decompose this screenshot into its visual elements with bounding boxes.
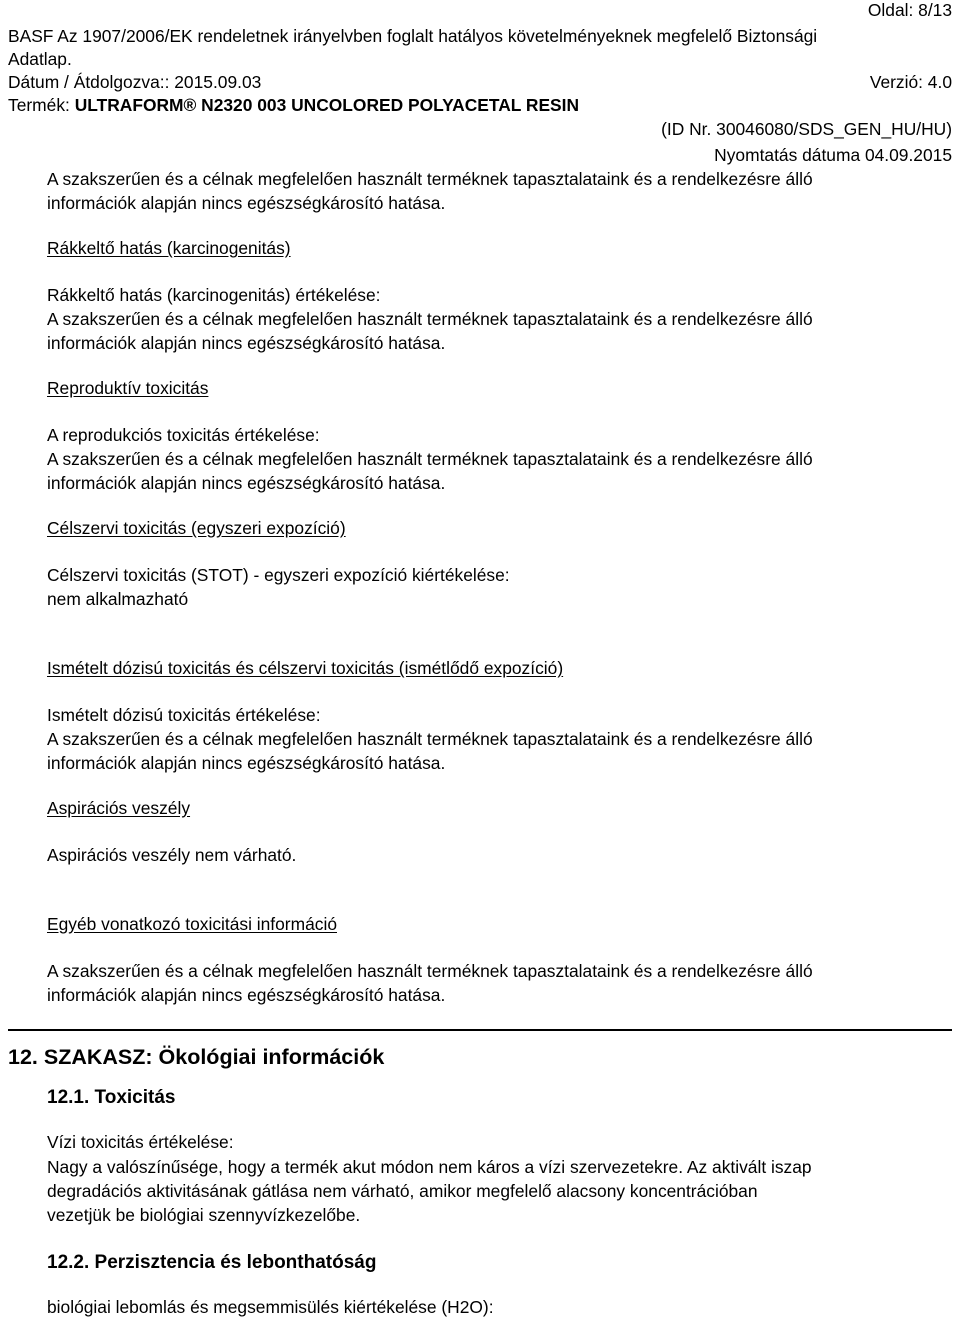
aquatic-toxicity-label: Vízi toxicitás értékelése: xyxy=(47,1132,234,1152)
print-date: Nyomtatás dátuma 04.09.2015 xyxy=(714,145,952,165)
revision-date: Dátum / Átdolgozva:: 2015.09.03 xyxy=(8,72,262,92)
product-prefix: Termék: xyxy=(8,95,75,115)
subsection-12-1-title: 12.1. Toxicitás xyxy=(47,1087,176,1108)
other-tox-text: A szakszerűen és a célnak megfelelően használt terméknek tapasztalataink és a rendelkezésre álló xyxy=(47,961,813,981)
document-title: BASF Az 1907/2006/EK rendeletnek irányelvben foglalt hatályos követelményeknek megfelelő Biztonsági xyxy=(8,26,818,46)
reproductive-label: A reprodukciós toxicitás értékelése: xyxy=(47,425,320,445)
stot-single-label: Célszervi toxicitás (STOT) - egyszeri expozíció kiértékelése: xyxy=(47,565,510,585)
repeated-dose-label: Ismételt dózisú toxicitás értékelése: xyxy=(47,705,321,725)
carcinogenicity-text: A szakszerűen és a célnak megfelelően használt terméknek tapasztalataink és a rendelkezésre álló xyxy=(47,309,813,329)
product-name: ULTRAFORM® N2320 003 UNCOLORED POLYACETAL RESIN xyxy=(74,95,580,115)
reproductive-text-cont: információk alapján nincs egészségkárosító hatása. xyxy=(47,473,446,493)
repeated-dose-text-cont: információk alapján nincs egészségkárosító hatása. xyxy=(47,753,446,773)
aspiration-heading: Aspirációs veszély xyxy=(47,798,191,818)
stot-single-value: nem alkalmazható xyxy=(47,589,189,609)
aspiration-value: Aspirációs veszély nem várható. xyxy=(47,845,297,865)
document-title-cont: Adatlap. xyxy=(8,49,72,69)
carcinogenicity-text-cont: információk alapján nincs egészségkárosító hatása. xyxy=(47,333,446,353)
reproductive-heading: Reproduktív toxicitás xyxy=(47,378,209,398)
repeated-dose-text: A szakszerűen és a célnak megfelelően használt terméknek tapasztalataink és a rendelkezésre álló xyxy=(47,729,813,749)
aquatic-toxicity-text-2: degradációs aktivitásának gátlása nem várható, amikor megfelelő alacsony koncentrációban xyxy=(47,1181,758,1201)
version: Verzió: 4.0 xyxy=(869,72,952,92)
other-tox-text-cont: információk alapján nincs egészségkárosító hatása. xyxy=(47,985,446,1005)
intro-text: A szakszerűen és a célnak megfelelően használt terméknek tapasztalataink és a rendelkezésre álló xyxy=(47,169,813,189)
stot-single-heading: Célszervi toxicitás (egyszeri expozíció) xyxy=(47,518,346,538)
aquatic-toxicity-text-3: vezetjük be biológiai szennyvízkezelőbe. xyxy=(47,1205,361,1225)
subsection-12-2-title: 12.2. Perzisztencia és lebonthatóság xyxy=(47,1252,377,1273)
section-12-title: 12. SZAKASZ: Ökológiai információk xyxy=(8,1045,385,1069)
product-line xyxy=(8,97,579,114)
id-number: (ID Nr. 30046080/SDS_GEN_HU/HU) xyxy=(661,119,952,139)
intro-text-cont: információk alapján nincs egészségkárosító hatása. xyxy=(47,193,446,213)
carcinogenicity-label: Rákkeltő hatás (karcinogenitás) értékelése: xyxy=(47,285,381,305)
biodegradation-label: biológiai lebomlás és megsemmisülés kiértékelése (H2O): xyxy=(47,1297,494,1317)
reproductive-text: A szakszerűen és a célnak megfelelően használt terméknek tapasztalataink és a rendelkezésre álló xyxy=(47,449,813,469)
repeated-dose-heading: Ismételt dózisú toxicitás és célszervi toxicitás (ismétlődő expozíció) xyxy=(47,658,564,678)
aquatic-toxicity-text: Nagy a valószínűsége, hogy a termék akut módon nem káros a vízi szervezetekre. Az aktivált iszap xyxy=(47,1157,812,1177)
other-tox-heading: Egyéb vonatkozó toxicitási információ xyxy=(47,914,337,934)
carcinogenicity-heading: Rákkeltő hatás (karcinogenitás) xyxy=(47,238,291,258)
section-divider xyxy=(8,1029,952,1031)
page-number: Oldal: 8/13 xyxy=(867,0,952,20)
